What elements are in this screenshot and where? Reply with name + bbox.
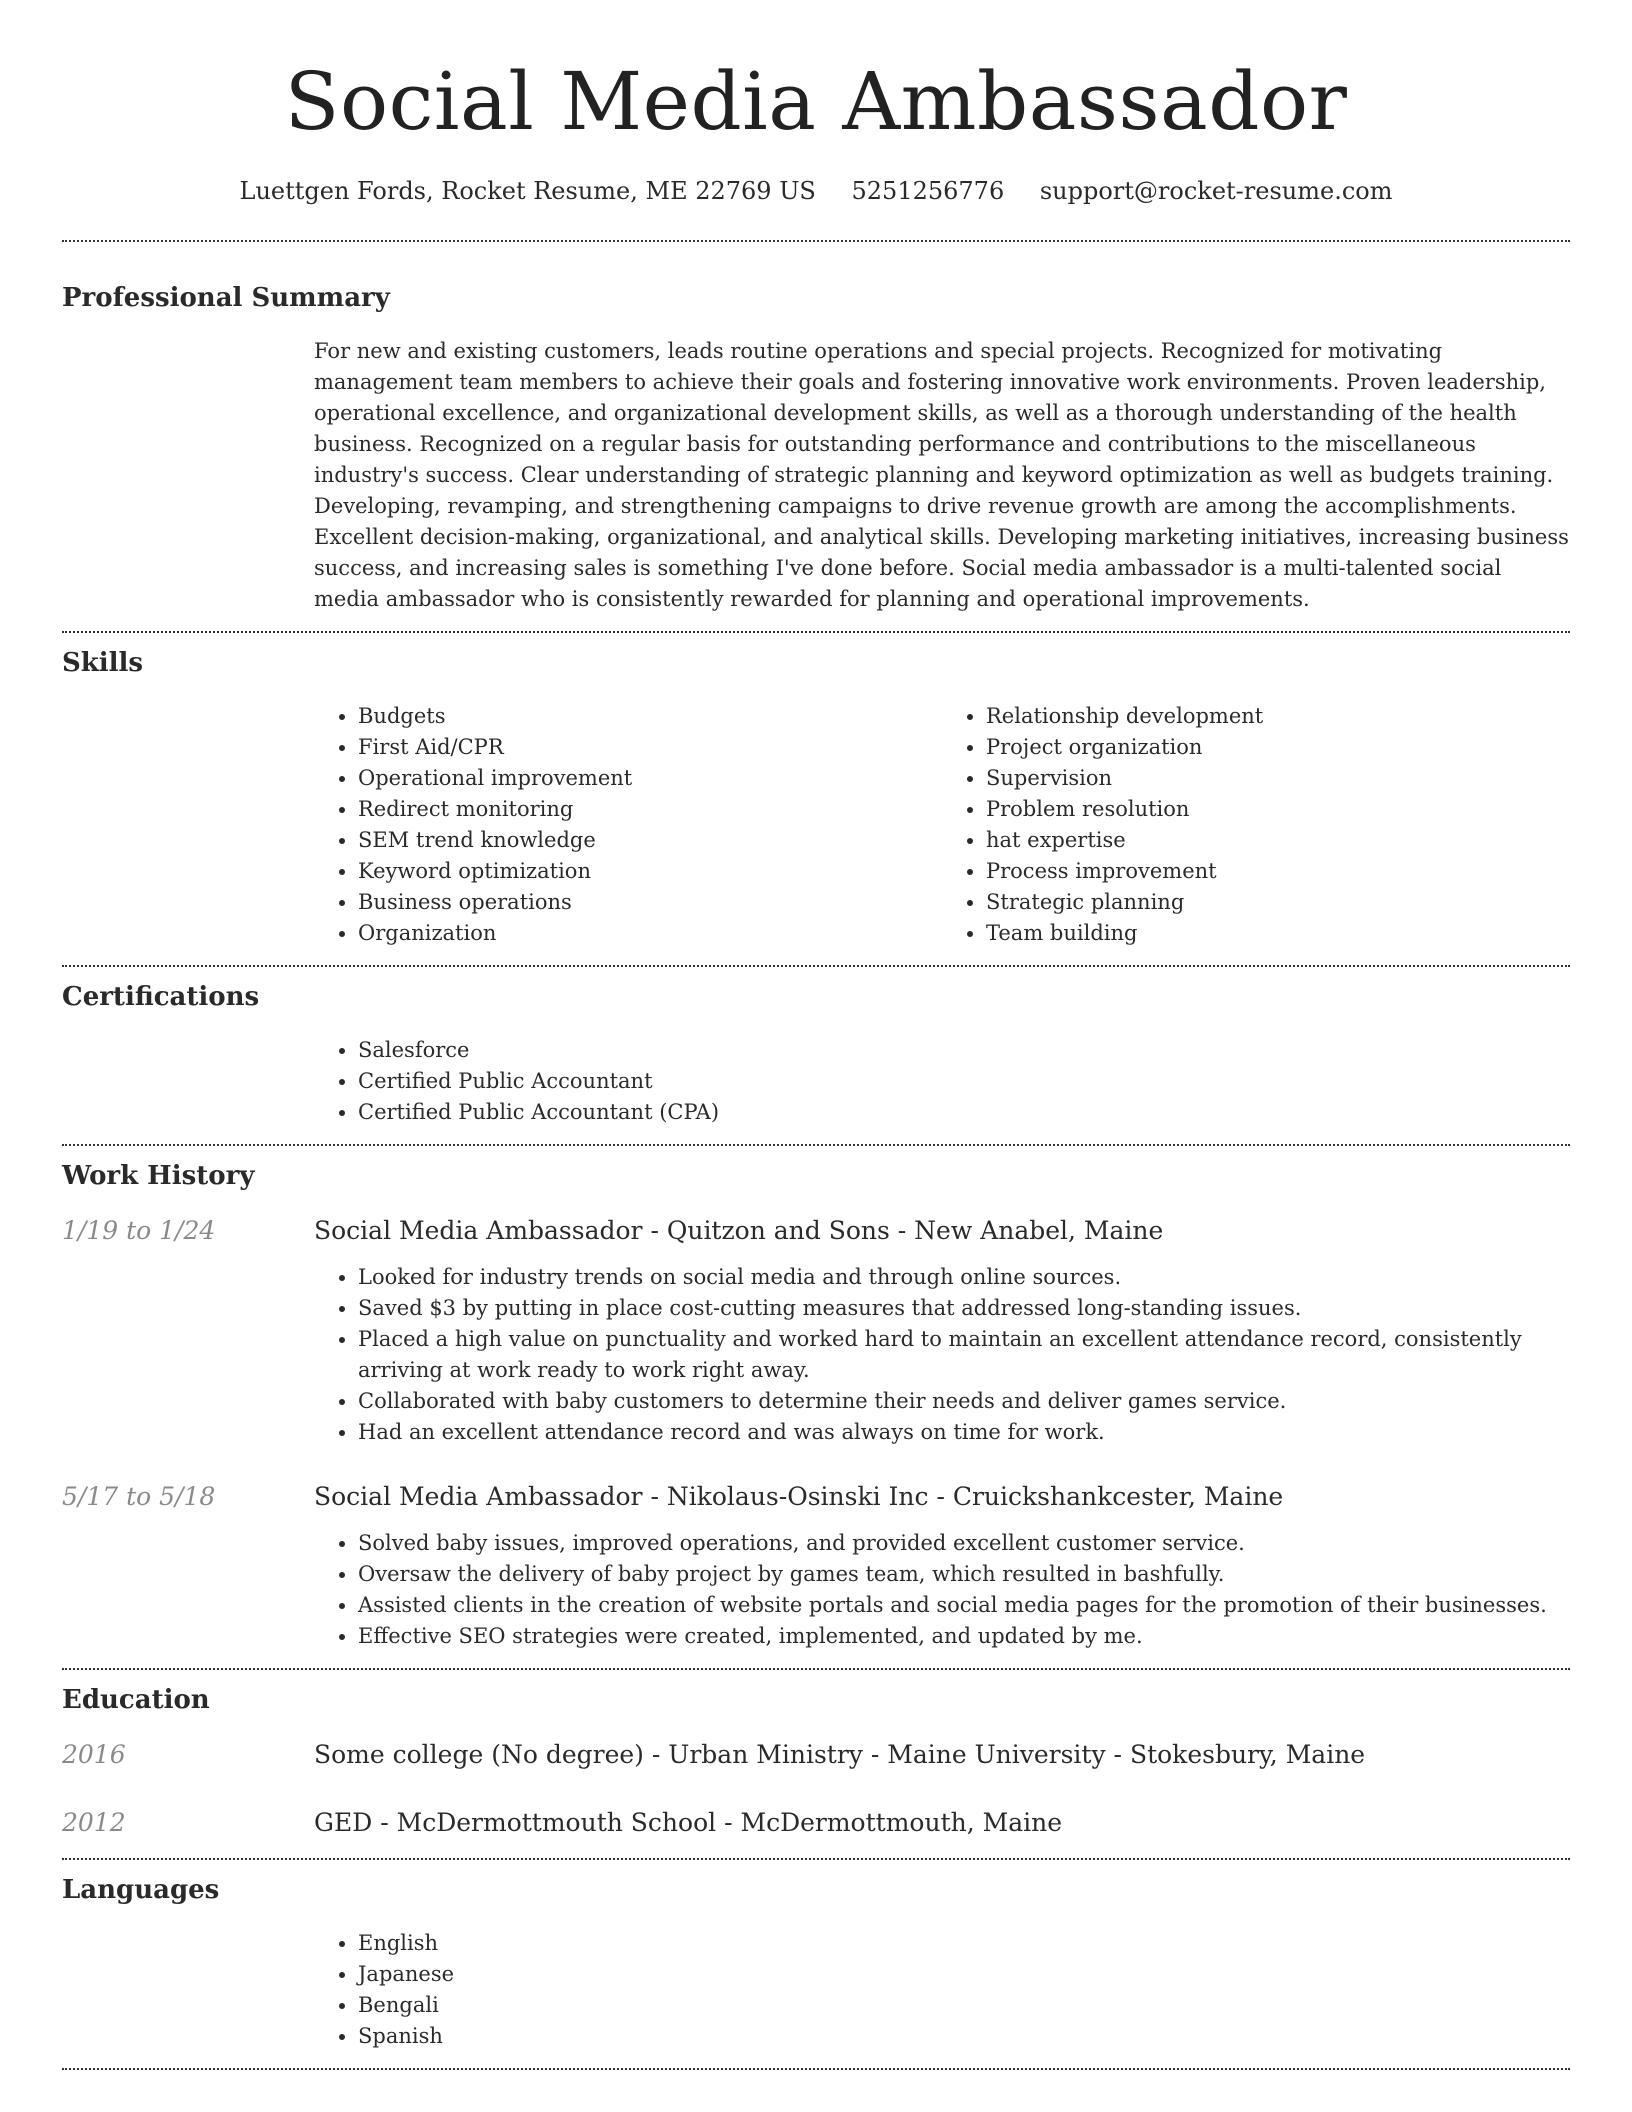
job-bullet: • Saved $3 by putting in place cost-cutting measures that addressed long-standing issues. bbox=[358, 1293, 1570, 1324]
education-entry bbox=[62, 1738, 1570, 1772]
skills-list-left bbox=[314, 701, 942, 949]
section-title: Education bbox=[62, 1685, 210, 1715]
job-heading: Social Media Ambassador - Quitzon and Sons - New Anabel, Maine bbox=[314, 1216, 1164, 1245]
contact-phone: 5251256776 bbox=[851, 177, 1005, 205]
education-entry bbox=[62, 1806, 1570, 1840]
job-bullet: • Oversaw the delivery of baby project by games team, which resulted in bashfully. bbox=[358, 1559, 1570, 1590]
section-title: Certifications bbox=[62, 982, 260, 1012]
education-section bbox=[62, 1670, 1570, 1858]
skill-item: • Process improvement bbox=[986, 856, 1570, 887]
skill-item: • Relationship development bbox=[986, 701, 1570, 732]
skill-item: • hat expertise bbox=[986, 825, 1570, 856]
job-date: 1/19 to 1/24 bbox=[62, 1216, 216, 1245]
job-bullet: • Solved baby issues, improved operations, and provided excellent customer service. bbox=[358, 1528, 1570, 1559]
summary-section bbox=[62, 242, 1570, 631]
job-content bbox=[314, 1480, 1570, 1652]
job-bullet: • Had an excellent attendance record and was always on time for work. bbox=[358, 1417, 1570, 1448]
job-bullet: • Collaborated with baby customers to determine their needs and deliver games service. bbox=[358, 1386, 1570, 1417]
skill-item: • Keyword optimization bbox=[358, 856, 942, 887]
education-content bbox=[314, 1806, 1570, 1840]
divider bbox=[62, 2068, 1570, 2070]
job-heading: Social Media Ambassador - Nikolaus-Osinski Inc - Cruickshankcester, Maine bbox=[314, 1482, 1284, 1511]
skill-item: • Team building bbox=[986, 918, 1570, 949]
education-heading: Some college (No degree) - Urban Ministry - Maine University - Stokesbury, Maine bbox=[314, 1740, 1366, 1769]
job-content bbox=[314, 1214, 1570, 1448]
section-title: Professional Summary bbox=[62, 283, 390, 313]
languages-body bbox=[314, 1928, 1570, 2052]
skill-item: • Problem resolution bbox=[986, 794, 1570, 825]
language-item: • Spanish bbox=[358, 2021, 1570, 2052]
language-item: • Japanese bbox=[358, 1959, 1570, 1990]
skill-item: • Strategic planning bbox=[986, 887, 1570, 918]
education-date: 2016 bbox=[62, 1740, 126, 1769]
job-entry bbox=[62, 1214, 1570, 1448]
skill-item: • SEM trend knowledge bbox=[358, 825, 942, 856]
language-item: • English bbox=[358, 1928, 1570, 1959]
certifications-body bbox=[314, 1035, 1570, 1128]
work-history-section bbox=[62, 1146, 1570, 1668]
skill-item: • Budgets bbox=[358, 701, 942, 732]
education-content bbox=[314, 1738, 1570, 1772]
skills-list-right bbox=[942, 701, 1570, 949]
resume-name: Social Media Ambassador bbox=[284, 55, 1348, 148]
skill-item: • Operational improvement bbox=[358, 763, 942, 794]
section-title: Skills bbox=[62, 648, 144, 678]
language-item: • Bengali bbox=[358, 1990, 1570, 2021]
job-bullet: • Assisted clients in the creation of website portals and social media pages for the promotion of their businesses. bbox=[358, 1590, 1570, 1621]
skill-item: • Business operations bbox=[358, 887, 942, 918]
job-date: 5/17 to 5/18 bbox=[62, 1482, 216, 1511]
skill-item: • First Aid/CPR bbox=[358, 732, 942, 763]
skill-item: • Organization bbox=[358, 918, 942, 949]
contact-address: Luettgen Fords, Rocket Resume, ME 22769 US bbox=[239, 177, 816, 205]
job-bullet: • Effective SEO strategies were created, implemented, and updated by me. bbox=[358, 1621, 1570, 1652]
contact-line bbox=[62, 174, 1570, 208]
summary-text: For new and existing customers, leads routine operations and special projects. Recognized for motivating management team members to achieve their goals and fostering innovative work environments. Proven leadership, operational excellence, and organizational development skills, as well as a thorough understanding of the health business. Recognized on a regular basis for outstanding performance and contributions to the miscellaneous industry's success. Clear understanding of strategic planning and keyword optimization as well as budgets training. Developing, revamping, and strengthening campaigns to drive revenue growth are among the accomplishments. Excellent decision-making, organizational, and analytical skills. Developing marketing initiatives, increasing business success, and increasing sales is something I've done before. Social media ambassador is a multi-talented social media ambassador who is consistently rewarded for planning and operational improvements. bbox=[314, 339, 1569, 611]
education-heading: GED - McDermottmouth School - McDermottmouth, Maine bbox=[314, 1808, 1062, 1837]
certification-item: • Salesforce bbox=[358, 1035, 1570, 1066]
certification-item: • Certified Public Accountant bbox=[358, 1066, 1570, 1097]
job-bullet: • Placed a high value on punctuality and worked hard to maintain an excellent attendance record, consistently arriving at work ready to work right away. bbox=[358, 1324, 1570, 1386]
skills-grid bbox=[314, 701, 1570, 949]
job-entry bbox=[62, 1480, 1570, 1652]
skill-item: • Supervision bbox=[986, 763, 1570, 794]
languages-list bbox=[314, 1928, 1570, 2052]
section-title: Work History bbox=[62, 1161, 255, 1191]
summary-body bbox=[314, 336, 1570, 615]
job-bullets bbox=[314, 1528, 1570, 1652]
job-bullet: • Looked for industry trends on social media and through online sources. bbox=[358, 1262, 1570, 1293]
skills-section bbox=[62, 633, 1570, 965]
section-title: Languages bbox=[62, 1875, 220, 1905]
certification-item: • Certified Public Accountant (CPA) bbox=[358, 1097, 1570, 1128]
certifications-list bbox=[314, 1035, 1570, 1128]
skill-item: • Redirect monitoring bbox=[358, 794, 942, 825]
job-bullets bbox=[314, 1262, 1570, 1448]
contact-email: support@rocket-resume.com bbox=[1039, 177, 1393, 205]
skill-item: • Project organization bbox=[986, 732, 1570, 763]
languages-section bbox=[62, 1860, 1570, 2068]
certifications-section bbox=[62, 967, 1570, 1144]
education-date: 2012 bbox=[62, 1808, 126, 1837]
